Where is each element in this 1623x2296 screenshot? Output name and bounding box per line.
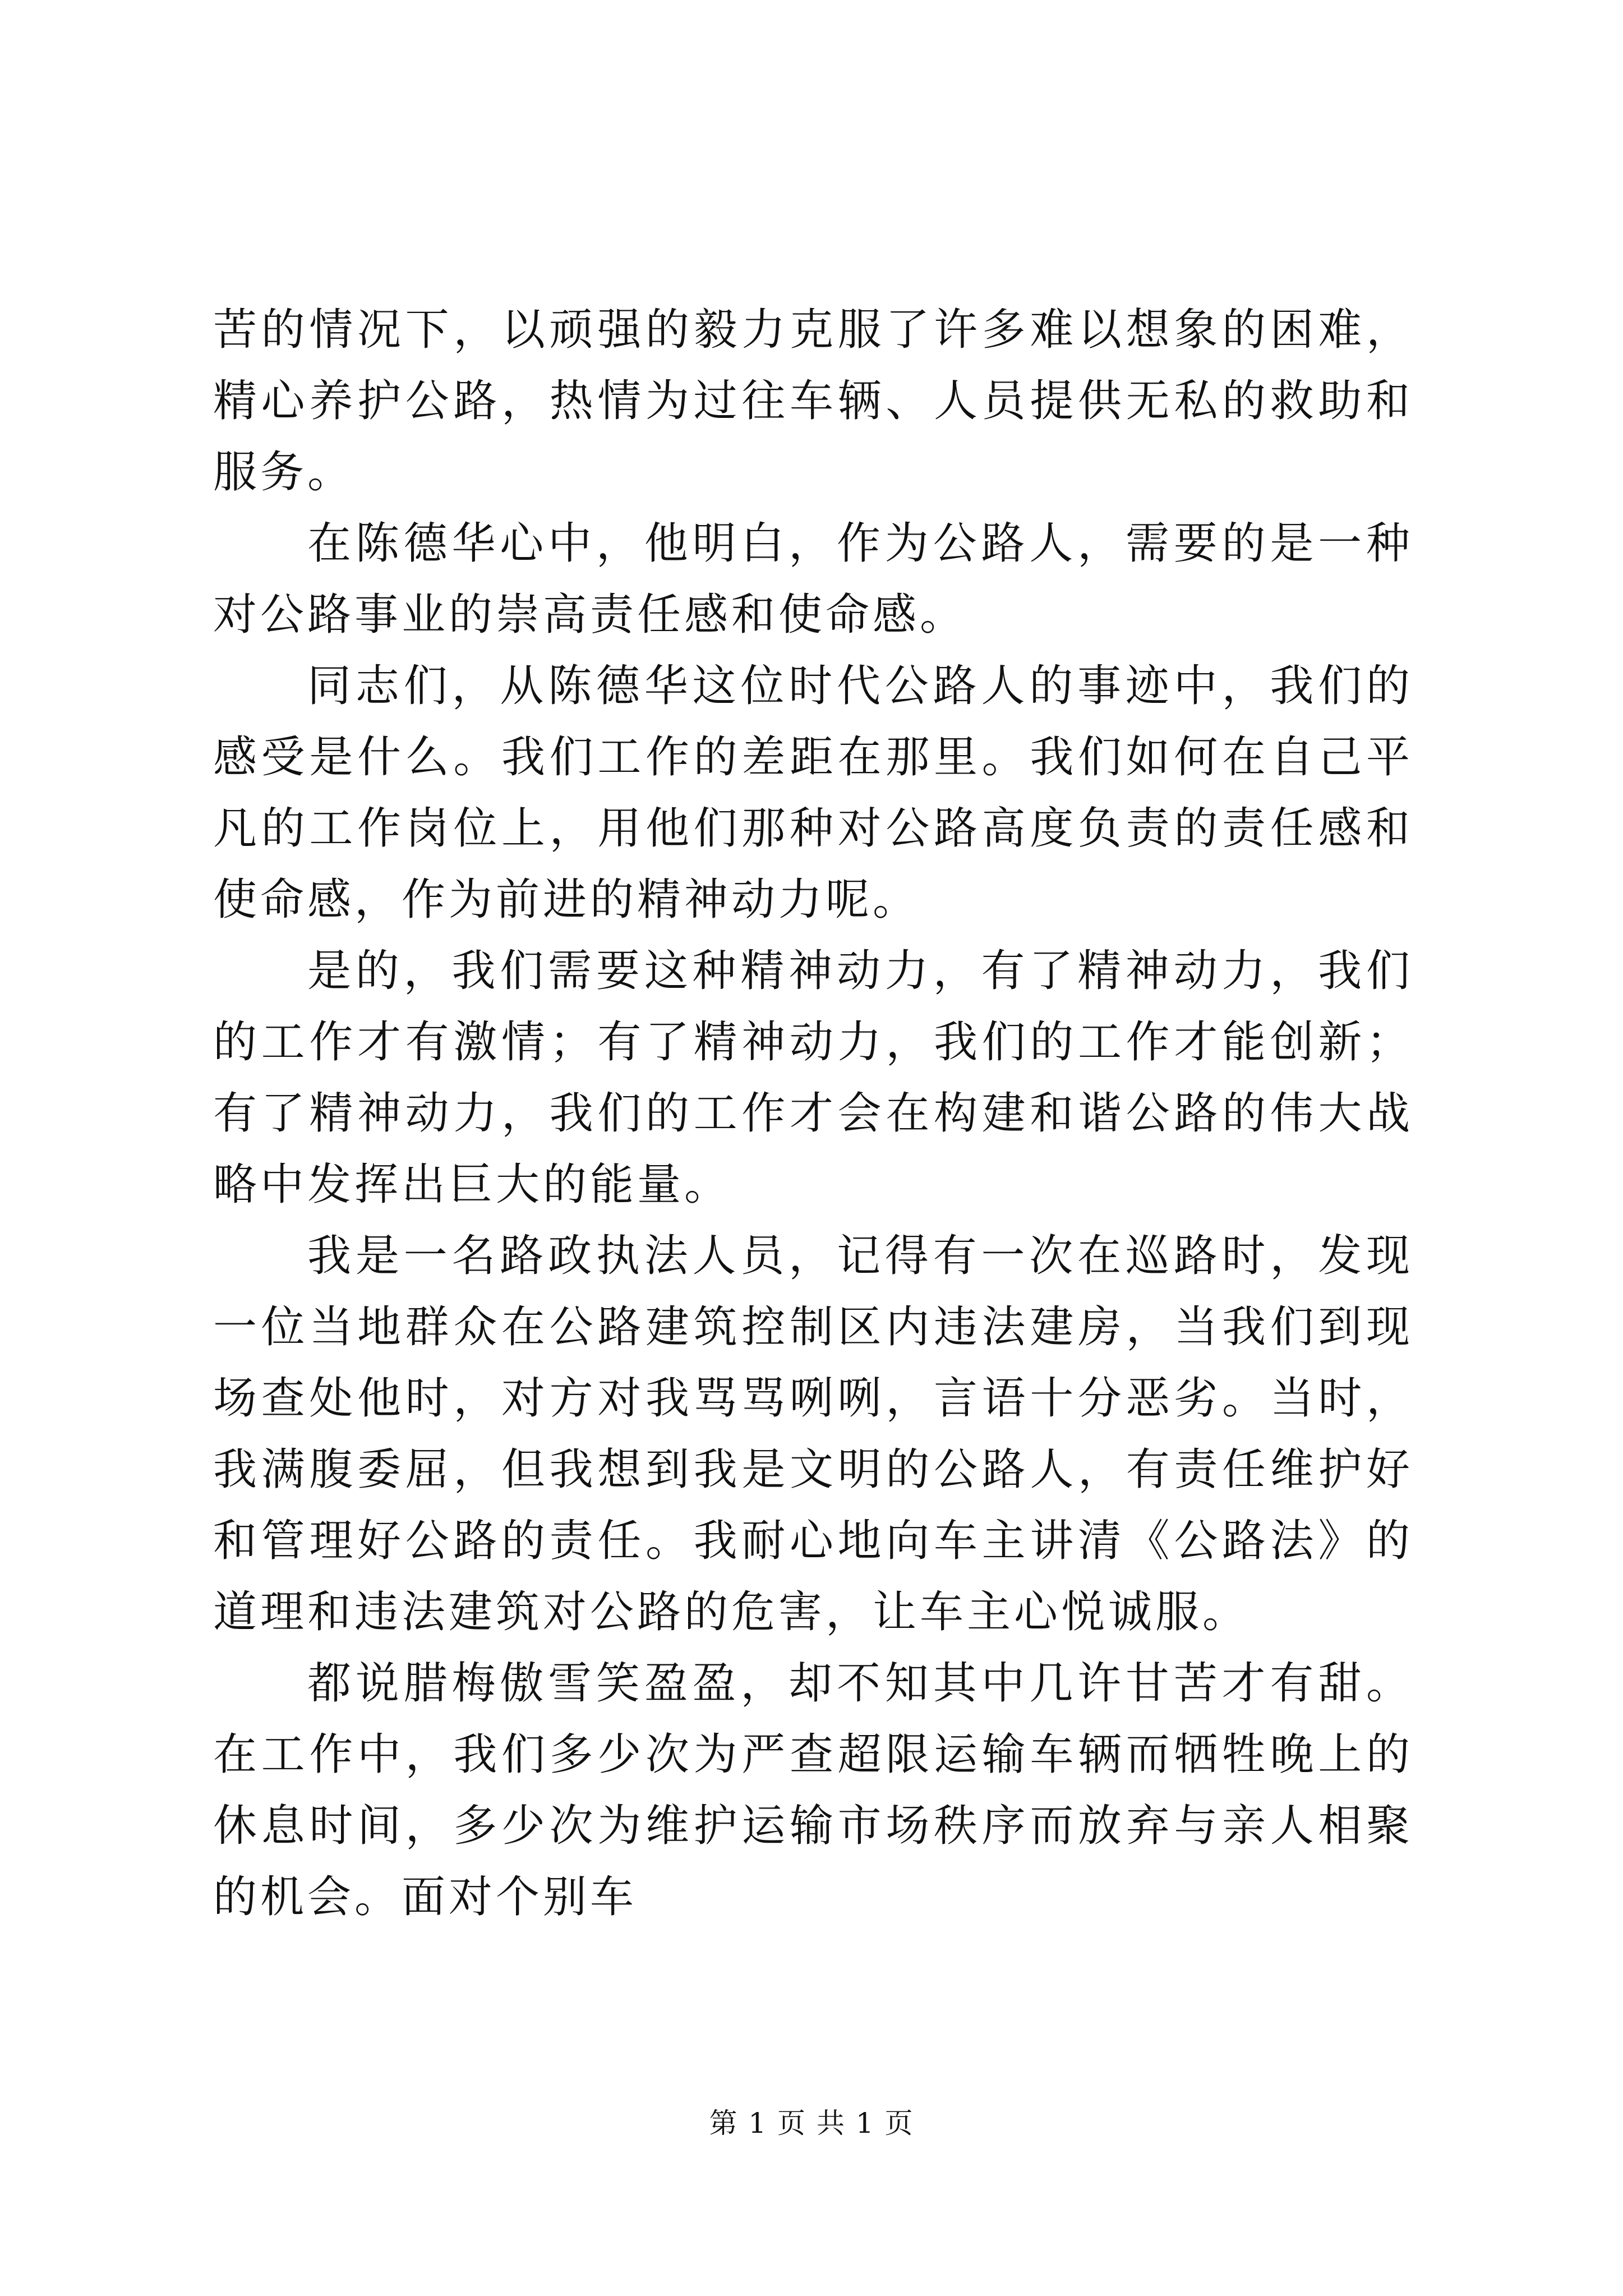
page-footer: 第 1 页 共 1 页 bbox=[709, 2107, 914, 2139]
paragraph-1: 苦的情况下，以顽强的毅力克服了许多难以想象的困难，精心养护公路，热情为过往车辆、人员提供无私的救助和服务。 bbox=[213, 305, 1413, 498]
paragraph-2: 在陈德华心中，他明白，作为公路人，需要的是一种对公路事业的崇高责任感和使命感。 bbox=[213, 518, 1413, 640]
paragraph-3: 同志们，从陈德华这位时代公路人的事迹中，我们的感受是什么。我们工作的差距在那里。我们如何在自己平凡的工作岗位上，用他们那种对公路高度负责的责任感和使命感，作为前进的精神动力呢。 bbox=[213, 661, 1413, 925]
paragraph-5: 我是一名路政执法人员，记得有一次在巡路时，发现一位当地群众在公路建筑控制区内违法建房，当我们到现场查处他时，对方对我骂骂咧咧，言语十分恶劣。当时，我满腹委屈，但我想到我是文明的公路人，有责任维护好和管理好公路的责任。我耐心地向车主讲清《公路法》的道理和违法建筑对公路的危害，让车主心悦诚服。 bbox=[213, 1231, 1413, 1637]
paragraph-6: 都说腊梅傲雪笑盈盈，却不知其中几许甘苦才有甜。在工作中，我们多少次为严查超限运输车辆而牺牲晚上的休息时间，多少次为维护运输市场秩序而放弃与亲人相聚的机会。面对个别车 bbox=[213, 1658, 1413, 1922]
document-body bbox=[213, 295, 1413, 1933]
paragraph-4: 是的，我们需要这种精神动力，有了精神动力，我们的工作才有激情；有了精神动力，我们的工作才能创新；有了精神动力，我们的工作才会在构建和谐公路的伟大战略中发挥出巨大的能量。 bbox=[213, 946, 1413, 1210]
